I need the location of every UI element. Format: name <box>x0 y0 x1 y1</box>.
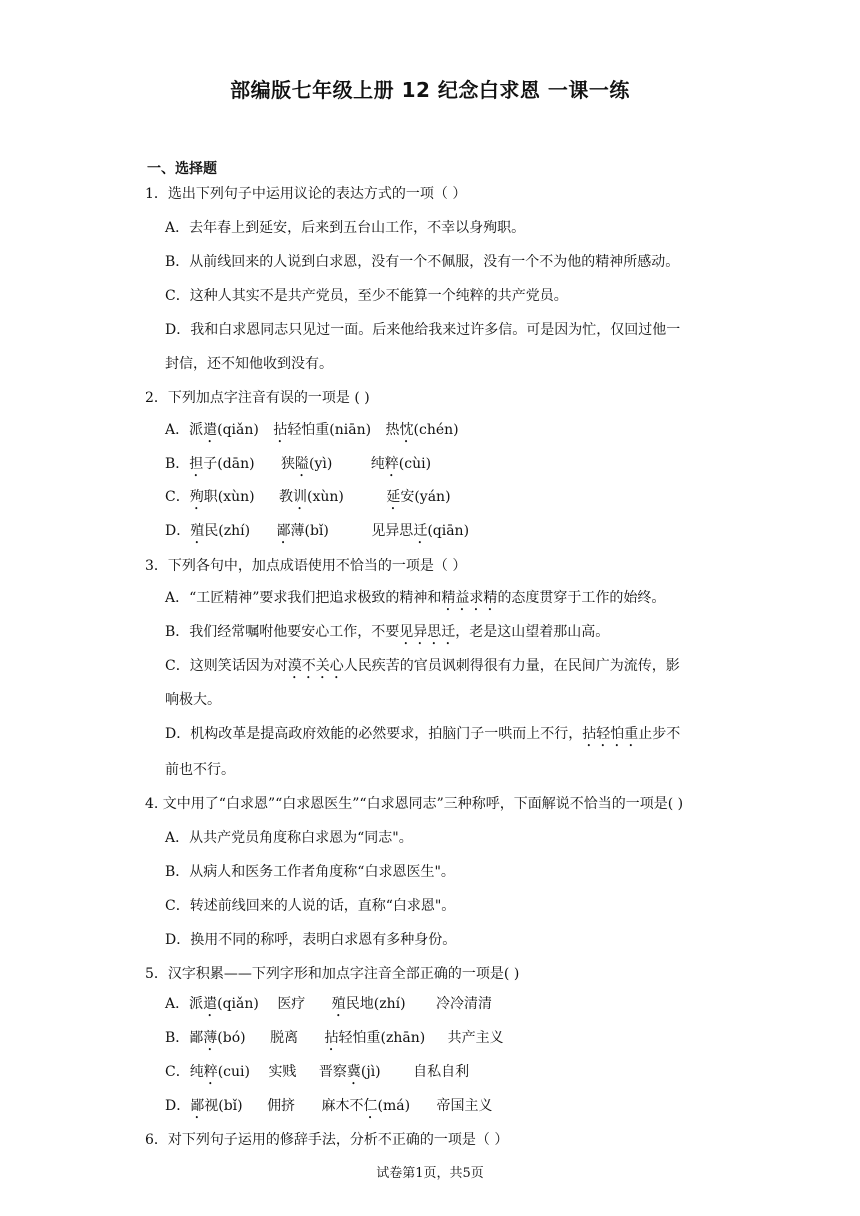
question-3-option-d-cont: 前也不行。 <box>165 762 235 778</box>
question-6-stem: 6．对下列句子运用的修辞手法，分析不正确的一项是（ ） <box>145 1132 509 1148</box>
question-3-option-c: C．这则笑话因为对漠不关心人民疾苦的官员讽刺得很有力量，在民间广为流传，影 <box>165 658 680 674</box>
question-1-option-d-cont: 封信，还不知他收到没有。 <box>165 356 333 372</box>
question-2-option-c: C．殉职(xùn) 教训(xùn) 延安(yán) <box>165 489 451 505</box>
question-1-option-a: A．去年春上到延安，后来到五台山工作，不幸以身殉职。 <box>165 220 526 236</box>
question-5-option-c: C．纯粹(cui) 实贱 晋察冀(jì) 自私自利 <box>165 1064 470 1080</box>
question-4-stem: 4. 文中用了“白求恩”“白求恩医生”“白求恩同志”三种称呼，下面解说不恰当的一项是( ) <box>145 796 684 812</box>
question-3-option-c-cont: 响极大。 <box>165 692 221 708</box>
question-2-stem: 2．下列加点字注音有误的一项是 ( ) <box>145 390 370 406</box>
question-4-option-d: D．换用不同的称呼，表明白求恩有多种身份。 <box>165 932 457 948</box>
question-3-stem: 3．下列各句中，加点成语使用不恰当的一项是（ ） <box>145 558 467 574</box>
question-2-option-d: D．殖民(zhí) 鄙薄(bǐ) 见异思迁(qiān) <box>165 523 470 539</box>
question-5-option-a: A．派遣(qiǎn) 医疗 殖民地(zhí) 冷冷清清 <box>165 996 493 1012</box>
question-1-stem: 1．选出下列句子中运用议论的表达方式的一项（ ） <box>145 186 467 202</box>
question-1-option-c: C．这种人其实不是共产党员，至少不能算一个纯粹的共产党员。 <box>165 288 568 304</box>
page-footer: 试卷第1页，共5页 <box>376 1166 484 1181</box>
question-3-option-b: B．我们经常嘱咐他要安心工作，不要见异思迁，老是这山望着那山高。 <box>165 624 610 640</box>
page-title: 部编版七年级上册 12 纪念白求恩 一课一练 <box>230 78 630 102</box>
question-4-option-b: B．从病人和医务工作者角度称“白求恩医生"。 <box>165 864 455 880</box>
question-1-option-d: D．我和白求恩同志只见过一面。后来他给我来过许多信。可是因为忙，仅回过他一 <box>165 322 681 338</box>
question-2-option-a: A．派遣(qiǎn) 拈轻怕重(niān) 热忱(chén) <box>165 422 459 438</box>
question-5-option-b: B．鄙薄(bó) 脱离 拈轻怕重(zhān) 共产主义 <box>165 1030 504 1046</box>
question-5-stem: 5．汉字积累——下列字形和加点字注音全部正确的一项是( ) <box>145 966 520 982</box>
question-5-option-d: D．鄙视(bǐ) 佣挤 麻木不仁(má) 帝国主义 <box>165 1098 493 1114</box>
question-4-option-c: C．转述前线回来的人说的话，直称“白求恩"。 <box>165 898 456 914</box>
question-4-option-a: A．从共产党员角度称白求恩为“同志"。 <box>165 830 413 846</box>
section-heading: 一、选择题 <box>147 161 217 177</box>
question-1-option-b: B．从前线回来的人说到白求恩，没有一个不佩服，没有一个不为他的精神所感动。 <box>165 254 680 270</box>
question-3-option-a: A．“工匠精神”要求我们把追求极致的精神和精益求精的态度贯穿于工作的始终。 <box>165 590 666 606</box>
question-3-option-d: D．机构改革是提高政府效能的必然要求，拍脑门子一哄而上不行，拈轻怕重止步不 <box>165 726 681 742</box>
question-2-option-b: B．担子(dān) 狭隘(yì) 纯粹(cùi) <box>165 456 432 472</box>
